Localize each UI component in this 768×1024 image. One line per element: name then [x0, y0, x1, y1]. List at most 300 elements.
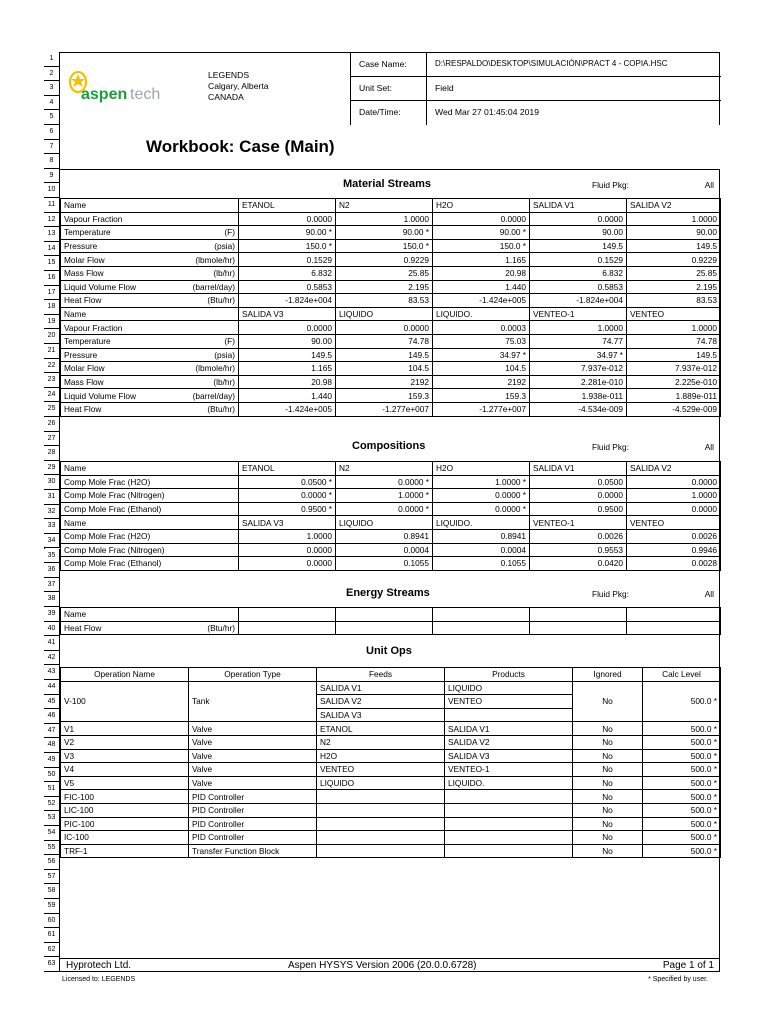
- product-cell: SALIDA V2: [445, 735, 573, 749]
- value-cell: 0.9229: [627, 253, 721, 267]
- operation-type-cell: Valve: [189, 735, 317, 749]
- value-cell: 150.0 *: [239, 239, 336, 253]
- operation-name-cell: V5: [61, 776, 189, 790]
- value-cell: 90.00: [627, 226, 721, 240]
- value-cell: 2.195: [627, 280, 721, 294]
- value-cell: -1.424e+005: [433, 294, 530, 308]
- value-cell: 0.9500: [530, 502, 627, 516]
- row-number: 41: [44, 636, 60, 651]
- row-number: 24: [44, 388, 60, 403]
- value-cell: 74.77: [530, 334, 627, 348]
- row-number: 14: [44, 242, 60, 257]
- feed-cell: [317, 803, 445, 817]
- value-cell: 0.0000: [530, 489, 627, 503]
- material-streams-heading: [60, 169, 720, 198]
- value-cell: 1.0000: [336, 212, 433, 226]
- value-cell: 0.0000 *: [336, 475, 433, 489]
- property-name-cell: Comp Mole Frac (Nitrogen): [61, 489, 239, 503]
- value-cell: 6.832: [530, 266, 627, 280]
- footer-company: Hyprotech Ltd.: [66, 960, 132, 971]
- svg-text:tech: tech: [130, 86, 161, 103]
- value-cell: 149.5: [530, 239, 627, 253]
- value-cell: 1.0000 *: [433, 475, 530, 489]
- row-number: 23: [44, 373, 60, 388]
- compositions-title: Compositions: [352, 440, 426, 452]
- value-cell: 1.0000: [627, 489, 721, 503]
- date-time-row: [351, 100, 721, 125]
- row-number: 32: [44, 505, 60, 520]
- value-cell: 0.1529: [530, 253, 627, 267]
- value-cell: 7.937e-012: [530, 362, 627, 376]
- organization-info: [208, 70, 269, 103]
- operation-type-cell: Valve: [189, 749, 317, 763]
- calc-level-cell: 500.0 *: [643, 844, 721, 858]
- value-cell: 0.0000: [627, 502, 721, 516]
- row-number: 29: [44, 461, 60, 476]
- table-row: [61, 489, 721, 503]
- operation-name-cell: V3: [61, 749, 189, 763]
- unit-ops-column-header: Operation Type: [189, 668, 317, 682]
- row-number: 57: [44, 870, 60, 885]
- row-number: 30: [44, 475, 60, 490]
- row-number: 5: [44, 110, 60, 125]
- row-number: 58: [44, 884, 60, 899]
- value-cell: 0.0004: [433, 543, 530, 557]
- table-row: [61, 321, 721, 335]
- property-name-cell: Pressure (psia): [61, 348, 239, 362]
- value-cell: 0.0028: [627, 557, 721, 571]
- org-line-3: CANADA: [208, 92, 244, 102]
- row-number: 61: [44, 928, 60, 943]
- case-name-label: Case Name:: [359, 59, 407, 69]
- workbook-title-band: [60, 125, 720, 170]
- table-row: [61, 817, 721, 831]
- value-cell: 104.5: [336, 362, 433, 376]
- ignored-cell: No: [573, 735, 643, 749]
- value-cell: 0.0000: [530, 212, 627, 226]
- value-cell: 0.5853: [530, 280, 627, 294]
- value-cell: 0.9229: [336, 253, 433, 267]
- value-cell: 2.281e-010: [530, 375, 627, 389]
- name-header: Name: [61, 462, 239, 476]
- product-cell: SALIDA V1: [445, 722, 573, 736]
- operation-type-cell: Valve: [189, 776, 317, 790]
- row-number: 39: [44, 607, 60, 622]
- row-number: 20: [44, 329, 60, 344]
- value-cell: 0.0000 *: [239, 489, 336, 503]
- row-number: 51: [44, 782, 60, 797]
- aspentech-logo: [66, 68, 186, 106]
- value-cell: 20.98: [239, 375, 336, 389]
- value-cell: 34.97 *: [530, 348, 627, 362]
- value-cell: 1.165: [433, 253, 530, 267]
- calc-level-cell: 500.0 *: [643, 790, 721, 804]
- specified-note: * Specified by user.: [648, 976, 708, 983]
- value-cell: 0.0420: [530, 557, 627, 571]
- row-number: 56: [44, 855, 60, 870]
- value-cell: 7.937e-012: [627, 362, 721, 376]
- calc-level-cell: 500.0 *: [643, 831, 721, 845]
- footer-version: Aspen HYSYS Version 2006 (20.0.0.6728): [288, 960, 477, 971]
- table-row: [61, 763, 721, 777]
- stream-column-header: H2O: [433, 199, 530, 213]
- row-number: 34: [44, 534, 60, 549]
- property-name-cell: Comp Mole Frac (H2O): [61, 475, 239, 489]
- case-name-value: D:\RESPALDO\DESKTOP\SIMULACIÓN\PRACT 4 - COPIA.HSC: [435, 59, 668, 68]
- row-number: 37: [44, 578, 60, 593]
- org-line-2: Calgary, Alberta: [208, 81, 269, 91]
- row-number: 62: [44, 943, 60, 958]
- value-cell: 1.440: [433, 280, 530, 294]
- unit-ops-table: [60, 667, 721, 858]
- stream-column-header: VENTEO: [627, 516, 721, 530]
- unit-ops-column-header: Feeds: [317, 668, 445, 682]
- feed-cell: SALIDA V2: [317, 695, 445, 709]
- table-row: [61, 239, 721, 253]
- row-number: 36: [44, 563, 60, 578]
- value-cell: 0.1055: [336, 557, 433, 571]
- stream-column-header: SALIDA V2: [627, 462, 721, 476]
- table-row: [61, 529, 721, 543]
- table-row: [61, 749, 721, 763]
- table-header-row: [61, 462, 721, 476]
- table-row: [61, 375, 721, 389]
- stream-column-header: SALIDA V1: [530, 462, 627, 476]
- table-row: [61, 348, 721, 362]
- operation-type-cell: Transfer Function Block: [189, 844, 317, 858]
- table-row: [61, 266, 721, 280]
- operation-name-cell: PIC-100: [61, 817, 189, 831]
- property-name-cell: Heat Flow (Btu/hr): [61, 402, 239, 416]
- calc-level-cell: 500.0 *: [643, 817, 721, 831]
- unit-set-row: [351, 76, 721, 101]
- ignored-cell: No: [573, 749, 643, 763]
- value-cell: 25.85: [336, 266, 433, 280]
- product-cell: [445, 790, 573, 804]
- value-cell: 159.3: [336, 389, 433, 403]
- stream-column-header: VENTEO: [627, 307, 721, 321]
- row-number: 59: [44, 899, 60, 914]
- product-cell: [445, 803, 573, 817]
- operation-type-cell: Valve: [189, 722, 317, 736]
- property-name-cell: Temperature (F): [61, 334, 239, 348]
- row-number: 19: [44, 315, 60, 330]
- value-cell: -1.424e+005: [239, 402, 336, 416]
- value-cell: 2.225e-010: [627, 375, 721, 389]
- row-number: 55: [44, 841, 60, 856]
- operation-type-cell: PID Controller: [189, 790, 317, 804]
- date-time-value: Wed Mar 27 01:45:04 2019: [435, 107, 539, 117]
- product-cell: LIQUIDO: [445, 681, 573, 695]
- unit-ops-column-header: Products: [445, 668, 573, 682]
- value-cell: 1.0000 *: [336, 489, 433, 503]
- value-cell: 0.0026: [627, 529, 721, 543]
- property-name-cell: Comp Mole Frac (Ethanol): [61, 557, 239, 571]
- feed-cell: [317, 844, 445, 858]
- row-number: 43: [44, 665, 60, 680]
- report-header: [60, 52, 720, 126]
- value-cell: 0.0500 *: [239, 475, 336, 489]
- table-row: [61, 844, 721, 858]
- product-cell: LIQUIDO.: [445, 776, 573, 790]
- product-cell: [445, 708, 573, 722]
- table-row: [61, 621, 721, 635]
- property-name-cell: Mass Flow (lb/hr): [61, 375, 239, 389]
- feed-cell: H2O: [317, 749, 445, 763]
- product-cell: SALIDA V3: [445, 749, 573, 763]
- value-cell: 83.53: [336, 294, 433, 308]
- property-name-cell: Comp Mole Frac (H2O): [61, 529, 239, 543]
- product-cell: VENTEO: [445, 695, 573, 709]
- row-number: 28: [44, 446, 60, 461]
- property-name-cell: Molar Flow (lbmole/hr): [61, 362, 239, 376]
- table-row: [61, 543, 721, 557]
- name-header: Name: [61, 307, 239, 321]
- row-number: 9: [44, 169, 60, 184]
- ignored-cell: No: [573, 790, 643, 804]
- calc-level-cell: 500.0 *: [643, 749, 721, 763]
- row-number: 31: [44, 490, 60, 505]
- row-number: 52: [44, 797, 60, 812]
- table-row: [61, 402, 721, 416]
- material-streams-title: Material Streams: [343, 178, 432, 190]
- table-row: [61, 253, 721, 267]
- svg-text:aspen: aspen: [81, 86, 128, 103]
- value-cell: 1.889e-011: [627, 389, 721, 403]
- energy-streams-heading: [60, 578, 720, 607]
- stream-column-header: LIQUIDO: [336, 307, 433, 321]
- feed-cell: VENTEO: [317, 763, 445, 777]
- table-row: [61, 722, 721, 736]
- row-number: 4: [44, 96, 60, 111]
- table-header-row: [61, 199, 721, 213]
- stream-column-header: N2: [336, 199, 433, 213]
- value-cell: 20.98: [433, 266, 530, 280]
- case-info-box: [350, 52, 721, 125]
- calc-level-cell: 500.0 *: [643, 681, 721, 722]
- value-cell: 0.0500: [530, 475, 627, 489]
- stream-column-header: LIQUIDO: [336, 516, 433, 530]
- operation-name-cell: V2: [61, 735, 189, 749]
- table-row: [61, 212, 721, 226]
- value-cell: 0.0000: [627, 475, 721, 489]
- unit-ops-column-header: Ignored: [573, 668, 643, 682]
- row-number: 35: [44, 549, 60, 564]
- value-cell: 83.53: [627, 294, 721, 308]
- property-name-cell: Heat Flow (Btu/hr): [61, 294, 239, 308]
- row-number: 44: [44, 680, 60, 695]
- row-number: 42: [44, 651, 60, 666]
- material-fluid-label: Fluid Pkg:: [592, 180, 629, 190]
- stream-column-header: VENTEO-1: [530, 307, 627, 321]
- unit-ops-column-header: Calc Level: [643, 668, 721, 682]
- value-cell: 34.97 *: [433, 348, 530, 362]
- value-cell: 90.00 *: [239, 226, 336, 240]
- energy-name-header: Name: [61, 608, 239, 622]
- value-cell: 90.00 *: [336, 226, 433, 240]
- licensed-to: Licensed to: LEGENDS: [62, 976, 136, 983]
- row-number: 18: [44, 300, 60, 315]
- value-cell: -1.277e+007: [336, 402, 433, 416]
- unit-ops-column-header: Operation Name: [61, 668, 189, 682]
- product-cell: [445, 844, 573, 858]
- energy-streams-title: Energy Streams: [346, 587, 430, 599]
- ignored-cell: No: [573, 722, 643, 736]
- value-cell: 0.0000: [336, 321, 433, 335]
- stream-column-header: ETANOL: [239, 462, 336, 476]
- value-cell: 25.85: [627, 266, 721, 280]
- stream-column-header: H2O: [433, 462, 530, 476]
- property-name-cell: Liquid Volume Flow (barrel/day): [61, 280, 239, 294]
- calc-level-cell: 500.0 *: [643, 735, 721, 749]
- table-header-row: [61, 307, 721, 321]
- table-header-row: [61, 516, 721, 530]
- row-number: 46: [44, 709, 60, 724]
- feed-cell: SALIDA V3: [317, 708, 445, 722]
- table-row: [61, 226, 721, 240]
- property-name-cell: Molar Flow (lbmole/hr): [61, 253, 239, 267]
- property-name-cell: Vapour Fraction: [61, 321, 239, 335]
- table-row: [61, 790, 721, 804]
- org-line-1: LEGENDS: [208, 70, 250, 80]
- report-footer: [60, 958, 720, 973]
- stream-column-header: ETANOL: [239, 199, 336, 213]
- value-cell: 90.00: [239, 334, 336, 348]
- row-number: 54: [44, 826, 60, 841]
- value-cell: 1.165: [239, 362, 336, 376]
- table-row: [61, 557, 721, 571]
- value-cell: 0.0000 *: [433, 489, 530, 503]
- operation-type-cell: PID Controller: [189, 803, 317, 817]
- value-cell: 1.0000: [530, 321, 627, 335]
- ignored-cell: No: [573, 817, 643, 831]
- table-row: [61, 294, 721, 308]
- value-cell: 0.8941: [336, 529, 433, 543]
- value-cell: 0.0000: [239, 543, 336, 557]
- value-cell: -1.824e+004: [239, 294, 336, 308]
- material-streams-table: [60, 198, 721, 417]
- row-number: 50: [44, 768, 60, 783]
- value-cell: 150.0 *: [433, 239, 530, 253]
- value-cell: 1.0000: [627, 321, 721, 335]
- operation-name-cell: V4: [61, 763, 189, 777]
- value-cell: 149.5: [627, 348, 721, 362]
- compositions-fluid-value: All: [704, 442, 714, 452]
- property-name-cell: Comp Mole Frac (Nitrogen): [61, 543, 239, 557]
- value-cell: 149.5: [239, 348, 336, 362]
- row-number: 7: [44, 140, 60, 155]
- operation-name-cell: V1: [61, 722, 189, 736]
- value-cell: 2192: [336, 375, 433, 389]
- case-name-row: [351, 52, 721, 77]
- product-cell: [445, 831, 573, 845]
- table-header-row: [61, 668, 721, 682]
- ignored-cell: No: [573, 844, 643, 858]
- ignored-cell: No: [573, 831, 643, 845]
- row-number: 33: [44, 519, 60, 534]
- property-name-cell: Vapour Fraction: [61, 212, 239, 226]
- name-header: Name: [61, 516, 239, 530]
- row-number: 21: [44, 344, 60, 359]
- value-cell: 1.0000: [239, 529, 336, 543]
- name-header: Name: [61, 199, 239, 213]
- stream-column-header: LIQUIDO.: [433, 516, 530, 530]
- operation-name-cell: FIC-100: [61, 790, 189, 804]
- row-number: 3: [44, 81, 60, 96]
- value-cell: 150.0 *: [336, 239, 433, 253]
- value-cell: 75.03: [433, 334, 530, 348]
- table-row: [61, 280, 721, 294]
- product-cell: VENTEO-1: [445, 763, 573, 777]
- value-cell: 1.440: [239, 389, 336, 403]
- row-number: 17: [44, 286, 60, 301]
- value-cell: 2.195: [336, 280, 433, 294]
- value-cell: 149.5: [336, 348, 433, 362]
- value-cell: 90.00: [530, 226, 627, 240]
- row-number: 25: [44, 402, 60, 417]
- value-cell: 0.1529: [239, 253, 336, 267]
- value-cell: 149.5: [627, 239, 721, 253]
- value-cell: 0.0026: [530, 529, 627, 543]
- value-cell: -1.824e+004: [530, 294, 627, 308]
- property-name-cell: Comp Mole Frac (Ethanol): [61, 502, 239, 516]
- table-row: [61, 362, 721, 376]
- row-number: 11: [44, 198, 60, 213]
- row-number: 13: [44, 227, 60, 242]
- value-cell: 0.0004: [336, 543, 433, 557]
- ignored-cell: No: [573, 763, 643, 777]
- value-cell: 0.0000: [239, 557, 336, 571]
- table-row: [61, 389, 721, 403]
- ignored-cell: No: [573, 776, 643, 790]
- value-cell: 0.9500 *: [239, 502, 336, 516]
- value-cell: 104.5: [433, 362, 530, 376]
- table-row: [61, 735, 721, 749]
- value-cell: 0.5853: [239, 280, 336, 294]
- operation-name-cell: IC-100: [61, 831, 189, 845]
- calc-level-cell: 500.0 *: [643, 803, 721, 817]
- table-row: [61, 831, 721, 845]
- feed-cell: ETANOL: [317, 722, 445, 736]
- row-number: 48: [44, 738, 60, 753]
- product-cell: [445, 817, 573, 831]
- row-number: 26: [44, 417, 60, 432]
- stream-column-header: SALIDA V3: [239, 516, 336, 530]
- value-cell: 0.0000: [239, 321, 336, 335]
- feed-cell: LIQUIDO: [317, 776, 445, 790]
- stream-column-header: N2: [336, 462, 433, 476]
- stream-column-header: LIQUIDO.: [433, 307, 530, 321]
- row-number: 60: [44, 914, 60, 929]
- value-cell: 0.9553: [530, 543, 627, 557]
- operation-name-cell: LIC-100: [61, 803, 189, 817]
- value-cell: -1.277e+007: [433, 402, 530, 416]
- value-cell: -4.534e-009: [530, 402, 627, 416]
- property-name-cell: Pressure (psia): [61, 239, 239, 253]
- row-number: 40: [44, 622, 60, 637]
- feed-cell: [317, 817, 445, 831]
- value-cell: 74.78: [336, 334, 433, 348]
- feed-cell: [317, 790, 445, 804]
- ignored-cell: No: [573, 803, 643, 817]
- operation-name-cell: V-100: [61, 681, 189, 722]
- row-number: 15: [44, 256, 60, 271]
- value-cell: 1.938e-011: [530, 389, 627, 403]
- energy-heat-flow-cell: Heat Flow (Btu/hr): [61, 621, 239, 635]
- value-cell: 0.1055: [433, 557, 530, 571]
- row-number: 49: [44, 753, 60, 768]
- calc-level-cell: 500.0 *: [643, 776, 721, 790]
